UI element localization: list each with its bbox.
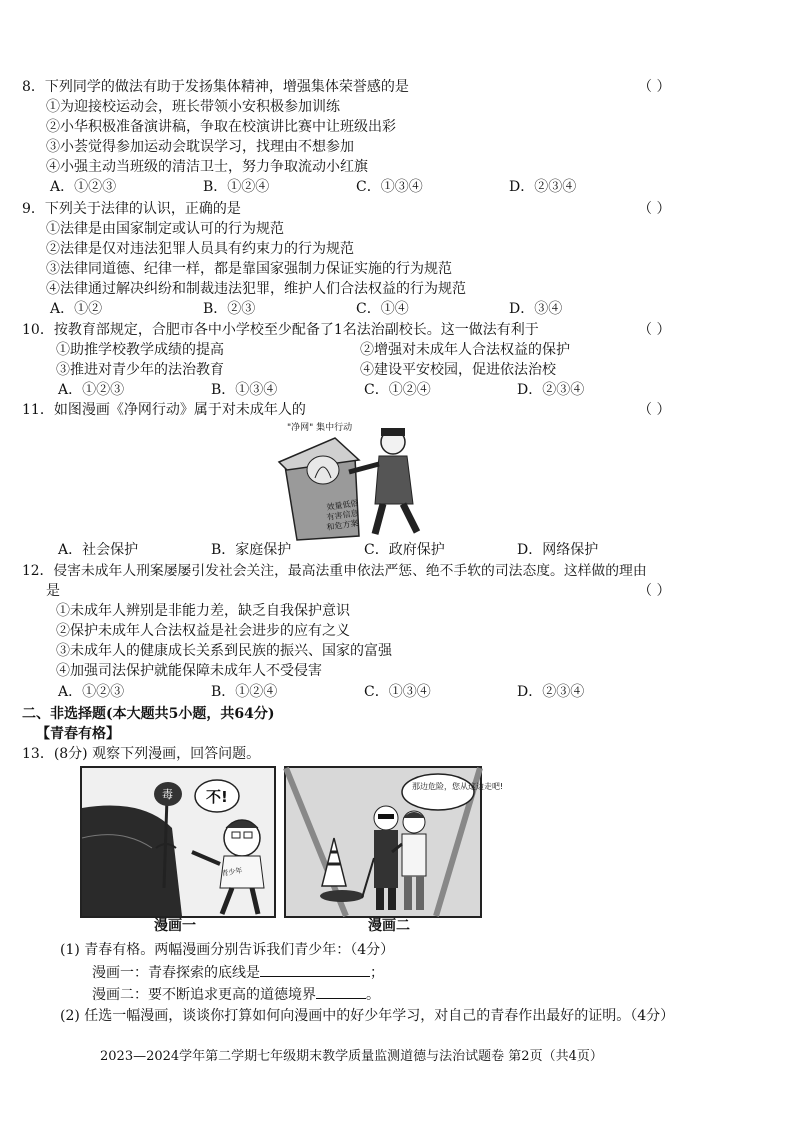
q12-answer-bracket: （ ）	[638, 583, 671, 599]
answer-blank-1[interactable]	[260, 962, 370, 977]
q11-option-d: D．网络保护	[517, 542, 599, 558]
comic-net-action	[275, 418, 438, 540]
q11-option-c: C．政府保护	[364, 542, 445, 558]
q13-sub1-b-prefix: 漫画二：要不断追求更高的道德境界	[92, 987, 316, 1003]
q9-option-a: A．①②	[50, 301, 103, 317]
q8-answer-bracket: （ ）	[638, 79, 671, 95]
q12-item-2: ②保护未成年人合法权益是社会进步的应有之义	[56, 623, 350, 639]
q8-item-1: ①为迎接校运动会，班长带领小安积极参加训练	[46, 99, 340, 115]
q11-options	[58, 540, 670, 560]
comic-bin-label-1: 效量低俗	[326, 498, 359, 512]
q9-option-b: B．②③	[203, 301, 256, 317]
q13-sub1-a-prefix: 漫画一：青春探索的底线是	[92, 965, 260, 981]
q8-stem: 8．下列同学的做法有助于发扬集体精神，增强集体荣誉感的是	[22, 79, 409, 95]
comic-2-speech: 那边危险，您从这边走吧!	[412, 782, 504, 791]
comic-1-boy-label: 青少年	[220, 866, 244, 878]
q8-item-3: ③小荟觉得参加运动会耽误学习，找理由不想参加	[46, 139, 354, 155]
comic-bin-label-3: 和危方案	[326, 518, 359, 532]
q13-stem: 13．(8分) 观察下列漫画，回答问题。	[22, 746, 261, 762]
q10-option-b: B．①③④	[211, 382, 278, 398]
q9-answer-bracket: （ ）	[638, 201, 671, 217]
q8-option-b: B．①②④	[203, 179, 270, 195]
q11-option-b: B．家庭保护	[211, 542, 292, 558]
q12-item-1: ①未成年人辨别是非能力差，缺乏自我保护意识	[56, 603, 350, 619]
q10-item-3: ③推进对青少年的法治教育	[56, 362, 224, 378]
q10-option-d: D．②③④	[517, 382, 585, 398]
comic-2	[284, 766, 504, 918]
answer-blank-2[interactable]	[316, 984, 366, 999]
q12-stem-continued: 是	[46, 583, 60, 599]
q10-item-4: ④建设平安校园，促进依法治校	[360, 362, 556, 378]
q12-options	[58, 682, 670, 702]
q12-option-d: D．②③④	[517, 684, 585, 700]
q10-item-1: ①助推学校教学成绩的提高	[56, 342, 224, 358]
q10-options	[58, 380, 670, 400]
comic-2-caption: 漫画二	[368, 918, 410, 934]
q13-sub1: (1) 青春有格。两幅漫画分别告诉我们青少年：（4分）	[60, 942, 395, 958]
q9-options	[50, 299, 662, 319]
comic-net-action-drawing	[275, 418, 438, 540]
section-2-theme: 【青春有格】	[36, 726, 120, 742]
q8-item-2: ②小华积极准备演讲稿，争取在校演讲比赛中让班级出彩	[46, 119, 396, 135]
comic-1-drawing	[82, 768, 274, 916]
q8-option-d: D．②③④	[509, 179, 577, 195]
q8-options	[50, 177, 662, 197]
q8-option-a: A．①②③	[50, 179, 117, 195]
q12-option-b: B．①②④	[211, 684, 278, 700]
q8-item-4: ④小强主动当班级的清洁卫士，努力争取流动小红旗	[46, 159, 368, 175]
q10-option-a: A．①②③	[58, 382, 125, 398]
comic-2-drawing	[286, 768, 504, 916]
comic-1-drug-label: 毒	[162, 788, 173, 801]
q10-stem: 10．按教育部规定，合肥市各中小学校至少配备了1名法治副校长。这一做法有利于	[22, 322, 539, 338]
q10-item-2: ②增强对未成年人合法权益的保护	[360, 342, 570, 358]
q12-stem: 12．侵害未成年人刑案屡屡引发社会关注，最高法重申依法严惩、绝不手软的司法态度。这样做的理由	[22, 563, 647, 579]
q13-sub1-a	[92, 962, 384, 983]
q9-option-c: C．①④	[356, 301, 409, 317]
comic-1-speech: 不!	[206, 788, 228, 806]
q9-item-1: ①法律是由国家制定或认可的行为规范	[46, 221, 284, 237]
comic-bin-label-2: 有害信息	[326, 508, 359, 522]
comic-1-caption: 漫画一	[154, 918, 196, 934]
q9-option-d: D．③④	[509, 301, 563, 317]
q12-option-c: C．①③④	[364, 684, 431, 700]
q9-stem: 9．下列关于法律的认识，正确的是	[22, 201, 241, 217]
q11-answer-bracket: （ ）	[638, 402, 671, 418]
q11-stem: 11．如图漫画《净网行动》属于对未成年人的	[22, 402, 306, 418]
q11-option-a: A．社会保护	[58, 542, 139, 558]
q12-item-3: ③未成年人的健康成长关系到民族的振兴、国家的富强	[56, 643, 392, 659]
q8-option-c: C．①③④	[356, 179, 423, 195]
q10-option-c: C．①②④	[364, 382, 431, 398]
q13-sub1-a-suffix: ；	[370, 965, 384, 981]
comic-net-title: "净网" 集中行动	[287, 423, 353, 433]
q13-sub1-b-suffix: 。	[366, 987, 380, 1003]
q12-option-a: A．①②③	[58, 684, 125, 700]
comic-1	[80, 766, 276, 918]
section-2-title: 二、非选择题(本大题共5小题，共64分)	[22, 706, 275, 722]
page-footer: 2023—2024学年第二学期七年级期末教学质量监测道德与法治试题卷 第2页（共4页）	[100, 1049, 603, 1064]
q9-item-2: ②法律是仅对违法犯罪人员具有约束力的行为规范	[46, 241, 354, 257]
q13-sub2: (2) 任选一幅漫画，谈谈你打算如何向漫画中的好少年学习，对自己的青春作出最好的证明。（4分）	[60, 1008, 675, 1024]
q13-sub1-b	[92, 984, 380, 1005]
q9-item-4: ④法律通过解决纠纷和制裁违法犯罪，维护人们合法权益的行为规范	[46, 281, 466, 297]
q12-item-4: ④加强司法保护就能保障未成年人不受侵害	[56, 663, 322, 679]
q9-item-3: ③法律同道德、纪律一样，都是靠国家强制力保证实施的行为规范	[46, 261, 452, 277]
q10-answer-bracket: （ ）	[638, 322, 671, 338]
